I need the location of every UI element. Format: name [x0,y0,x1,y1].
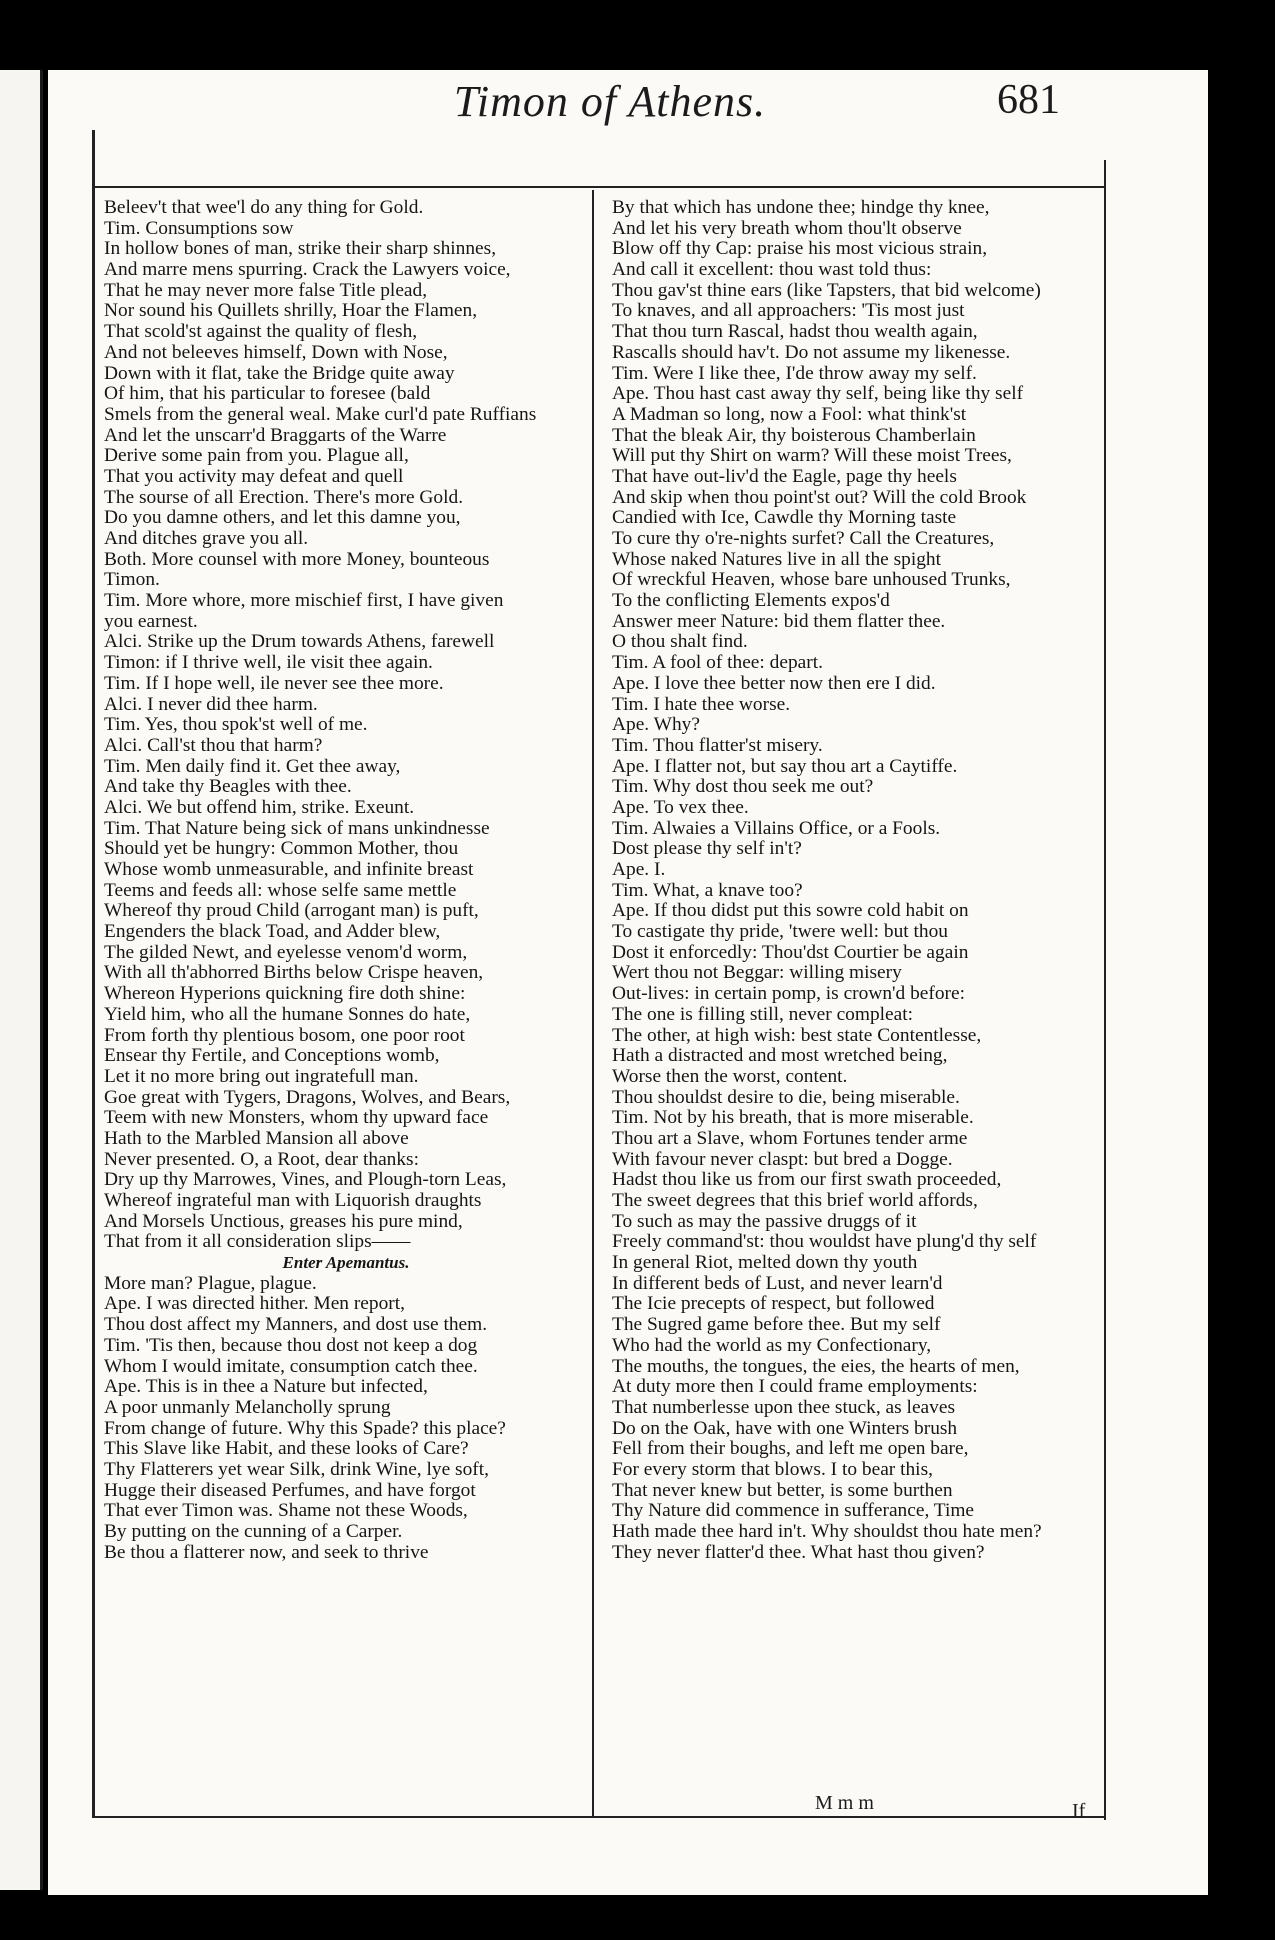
verse-line: That scold'st against the quality of flesh, [104,322,418,343]
verse-line: Hadst thou like us from our first swath proceeded, [612,1170,1002,1191]
verse-line: Thy Flatterers yet wear Silk, drink Wine, lye soft, [104,1459,489,1480]
verse-line: That thou turn Rascal, hadst thou wealth again, [612,322,978,343]
verse-line: And Morsels Unctious, greases his pure mind, [104,1211,463,1232]
verse-line: Goe great with Tygers, Dragons, Wolves, and Bears, [104,1087,511,1108]
verse-line: Answer meer Nature: bid them flatter thee. [612,611,946,632]
verse-line: Alci. Call'st thou that harm? [104,735,323,756]
verse-line: Whose naked Natures live in all the spight [612,549,942,570]
verse-line: The sweet degrees that this brief world affords, [612,1191,978,1211]
verse-line: Teem with new Monsters, whom thy upward face [104,1108,489,1129]
verse-line: Whom I would imitate, consumption catch thee. [104,1356,478,1377]
verse-line: Candied with Ice, Cawdle thy Morning taste [612,508,957,529]
verse-line: Down with it flat, take the Bridge quite away [104,363,455,384]
verse-line: The one is filling still, never compleat: [612,1004,914,1025]
verse-line: Fell from their boughs, and left me open bare, [612,1439,969,1460]
verse-line: Tim. Not by his breath, that is more miserable. [612,1108,974,1129]
verse-line: Blow off thy Cap: praise his most vicious strain, [612,239,988,260]
verse-line: Tim. What, a knave too? [612,880,803,901]
verse-line: To such as may the passive druggs of it [612,1211,917,1232]
verse-line: Never presented. O, a Root, dear thanks: [104,1149,419,1170]
signature-mark: M m m [815,1792,874,1814]
verse-line: The mouths, the tongues, the eies, the hearts of men, [612,1356,1020,1377]
verse-line: A poor unmanly Melancholly sprung [104,1397,391,1418]
verse-line: The Sugred game before thee. But my self [612,1315,941,1336]
verse-line: To cure thy o're-nights surfet? Call the Creatures, [612,529,995,549]
verse-line: Should yet be hungry: Common Mother, thou [104,839,459,860]
verse-line: For every storm that blows. I to bear this, [612,1459,933,1480]
verse-line: That from it all consideration slips—— [104,1232,411,1253]
verse-line: The Icie precepts of respect, but followed [612,1294,935,1315]
verse-line: And take thy Beagles with thee. [104,777,352,798]
stage-direction: Enter Apemantus. [282,1253,410,1273]
verse-line: From forth thy plentious bosom, one poor root [104,1025,465,1046]
verse-line: Ape. To vex thee. [612,797,749,818]
verse-line: To the conflicting Elements expos'd [612,591,890,612]
verse-line: This Slave like Habit, and these looks of Care? [104,1439,469,1460]
verse-line: From change of future. Why this Spade? this place? [104,1418,506,1439]
verse-line: Timon. [104,570,160,591]
verse-line: Let it no more bring out ingratefull man. [104,1066,419,1087]
frame-right-rule [1104,160,1106,1820]
verse-line: Ape. I love thee better now then ere I did. [612,673,936,694]
verse-line: Hath made thee hard in't. Why shouldst thou hate men? [612,1522,1042,1542]
verse-line: Rascalls should hav't. Do not assume my likenesse. [612,342,1011,363]
verse-line: Both. More counsel with more Money, bounteous [104,549,490,570]
verse-line: Yield him, who all the humane Sonnes do hate, [104,1004,471,1025]
verse-line: To castigate thy pride, 'twere well: but thou [612,922,948,943]
verse-line: The gilded Newt, and eyelesse venom'd worm, [104,942,468,963]
verse-line: Hath to the Marbled Mansion all above [104,1128,409,1149]
verse-line: At duty more then I could frame employments: [612,1377,978,1398]
running-title: Timon of Athens. [453,77,767,126]
verse-line: Ape. I. [612,860,666,880]
verse-line: Whereon Hyperions quickning fire doth shine: [104,984,466,1005]
verse-line: Smels from the general weal. Make curl'd pate Ruffians [104,404,537,425]
verse-line: Alci. Strike up the Drum towards Athens, farewell [104,632,495,653]
verse-line: Do you damne others, and let this damne you, [104,508,461,529]
verse-line: Dry up thy Marrowes, Vines, and Plough-torn Leas, [104,1170,507,1191]
verse-line: Ape. Thou hast cast away thy self, being like thy self [612,384,1024,405]
verse-line: Thou art a Slave, whom Fortunes tender arme [612,1128,968,1149]
verse-line: That have out-liv'd the Eagle, page thy heels [612,466,957,487]
verse-line: They never flatter'd thee. What hast thou given? [612,1542,985,1563]
verse-line: By that which has undone thee; hindge thy knee, [612,198,990,218]
verse-line: To knaves, and all approachers: 'Tis most just [612,301,965,322]
frame-left-rule [92,130,95,1818]
verse-line: Ape. I was directed hither. Men report, [104,1294,405,1315]
text-column-left [104,198,588,1563]
verse-line: Tim. If I hope well, ile never see thee more. [104,673,444,694]
verse-line: Whose womb unmeasurable, and infinite breast [104,860,474,880]
verse-line: Of him, that his particular to foresee (bald [104,384,431,405]
verse-line: Thou dost affect my Manners, and dost use them. [104,1315,488,1336]
verse-line: Whereof thy proud Child (arrogant man) is puft, [104,901,479,922]
verse-line: A Madman so long, now a Fool: what think'st [612,404,967,425]
verse-line: That ever Timon was. Shame not these Woods, [104,1501,468,1522]
verse-line: And call it excellent: thou wast told thus: [612,260,932,281]
verse-line: Thou shouldst desire to die, being miserable. [612,1087,960,1108]
verse-line: Wert thou not Beggar: willing misery [612,963,902,984]
verse-line: The other, at high wish: best state Contentlesse, [612,1025,982,1046]
verse-line: By putting on the cunning of a Carper. [104,1522,403,1542]
verse-line: Beleev't that wee'l do any thing for Gold. [104,198,424,218]
verse-line: you earnest. [104,611,198,632]
verse-line: O thou shalt find. [612,632,748,653]
verse-line: Ape. I flatter not, but say thou art a Caytiffe. [612,756,958,777]
verse-line: Derive some pain from you. Plague all, [104,446,409,467]
verse-line: Tim. I hate thee worse. [612,694,791,715]
verse-line: Of wreckful Heaven, whose bare unhoused Trunks, [612,570,1011,591]
verse-line: With all th'abhorred Births below Crispe heaven, [104,963,484,984]
verse-line: Tim. That Nature being sick of mans unkindnesse [104,818,490,839]
verse-line: Tim. Consumptions sow [104,218,294,239]
verse-line: Tim. Men daily find it. Get thee away, [104,756,401,777]
verse-line: Worse then the worst, content. [612,1066,848,1087]
verse-line: Alci. I never did thee harm. [104,694,318,715]
verse-line: Ape. This is in thee a Nature but infected, [104,1377,428,1398]
verse-line: Tim. Were I like thee, I'de throw away my self. [612,363,977,384]
verse-line: In general Riot, melted down thy youth [612,1253,918,1274]
verse-line: Freely command'st: thou wouldst have plung'd thy self [612,1232,1037,1253]
verse-line: That you activity may defeat and quell [104,466,404,487]
verse-line: More man? Plague, plague. [104,1273,317,1294]
verse-line: Nor sound his Quillets shrilly, Hoar the Flamen, [104,301,478,322]
verse-line: Tim. More whore, more mischief first, I have given [104,591,504,612]
verse-line: Thy Nature did commence in sufferance, Time [612,1501,975,1522]
verse-line: That never knew but better, is some burthen [612,1480,953,1501]
verse-line: Tim. Thou flatter'st misery. [612,735,823,756]
verse-line: In hollow bones of man, strike their sharp shinnes, [104,239,497,260]
verse-line: The sourse of all Erection. There's more Gold. [104,487,464,508]
verse-line: Do on the Oak, have with one Winters brush [612,1418,958,1439]
verse-line: Will put thy Shirt on warm? Will these moist Trees, [612,446,1012,467]
verse-line: That he may never more false Title plead, [104,280,428,301]
text-column-right [612,198,1100,1563]
verse-line: Timon: if I thrive well, ile visit thee again. [104,653,433,674]
verse-line: Be thou a flatterer now, and seek to thrive [104,1542,429,1563]
verse-line: Dost please thy self in't? [612,839,802,860]
verse-line: Engenders the black Toad, and Adder blew, [104,922,441,943]
header-rule [92,186,1104,188]
verse-line: And skip when thou point'st out? Will the cold Brook [612,487,1027,508]
footer-rule [92,1816,1104,1818]
verse-line: Dost it enforcedly: Thou'dst Courtier be again [612,942,969,963]
verse-line: Tim. 'Tis then, because thou dost not keep a dog [104,1335,478,1356]
verse-line: Out-lives: in certain pomp, is crown'd before: [612,984,965,1005]
verse-line: Teems and feeds all: whose selfe same mettle [104,880,457,901]
verse-line: Whereof ingrateful man with Liquorish draughts [104,1191,482,1211]
catchword: If [1072,1800,1086,1822]
verse-line: And marre mens spurring. Crack the Lawyers voice, [104,260,511,281]
verse-line: That numberlesse upon thee stuck, as leaves [612,1397,956,1418]
verse-line: And ditches grave you all. [104,529,309,549]
verse-line: Tim. Alwaies a Villains Office, or a Fools. [612,818,941,839]
verse-line: Ape. Why? [612,715,700,736]
verse-line: And not beleeves himself, Down with Nose, [104,342,448,363]
verse-line: Alci. We but offend him, strike. Exeunt. [104,797,415,818]
verse-line: That the bleak Air, thy boisterous Chamberlain [612,425,976,446]
frame-column-divider [592,190,594,1818]
previous-page-edge [0,70,43,1890]
verse-line: And let the unscarr'd Braggarts of the Warre [104,425,447,446]
verse-line: Tim. Yes, thou spok'st well of me. [104,715,368,736]
verse-line: Ape. If thou didst put this sowre cold habit on [612,901,969,922]
verse-line: Thou gav'st thine ears (like Tapsters, that bid welcome) [612,280,1041,301]
verse-line: Tim. A fool of thee: depart. [612,653,823,674]
verse-line: Hugge their diseased Perfumes, and have forgot [104,1480,476,1501]
verse-line: In different beds of Lust, and never learn'd [612,1273,943,1294]
verse-line: Hath a distracted and most wretched being, [612,1046,948,1067]
verse-line: Ensear thy Fertile, and Conceptions womb, [104,1046,440,1067]
page-number: 681 [997,77,1060,123]
verse-line: Who had the world as my Confectionary, [612,1335,932,1356]
verse-line: With favour never claspt: but bred a Dogge. [612,1149,953,1170]
verse-line: And let his very breath whom thou'lt observe [612,218,962,239]
verse-line: Tim. Why dost thou seek me out? [612,777,874,798]
